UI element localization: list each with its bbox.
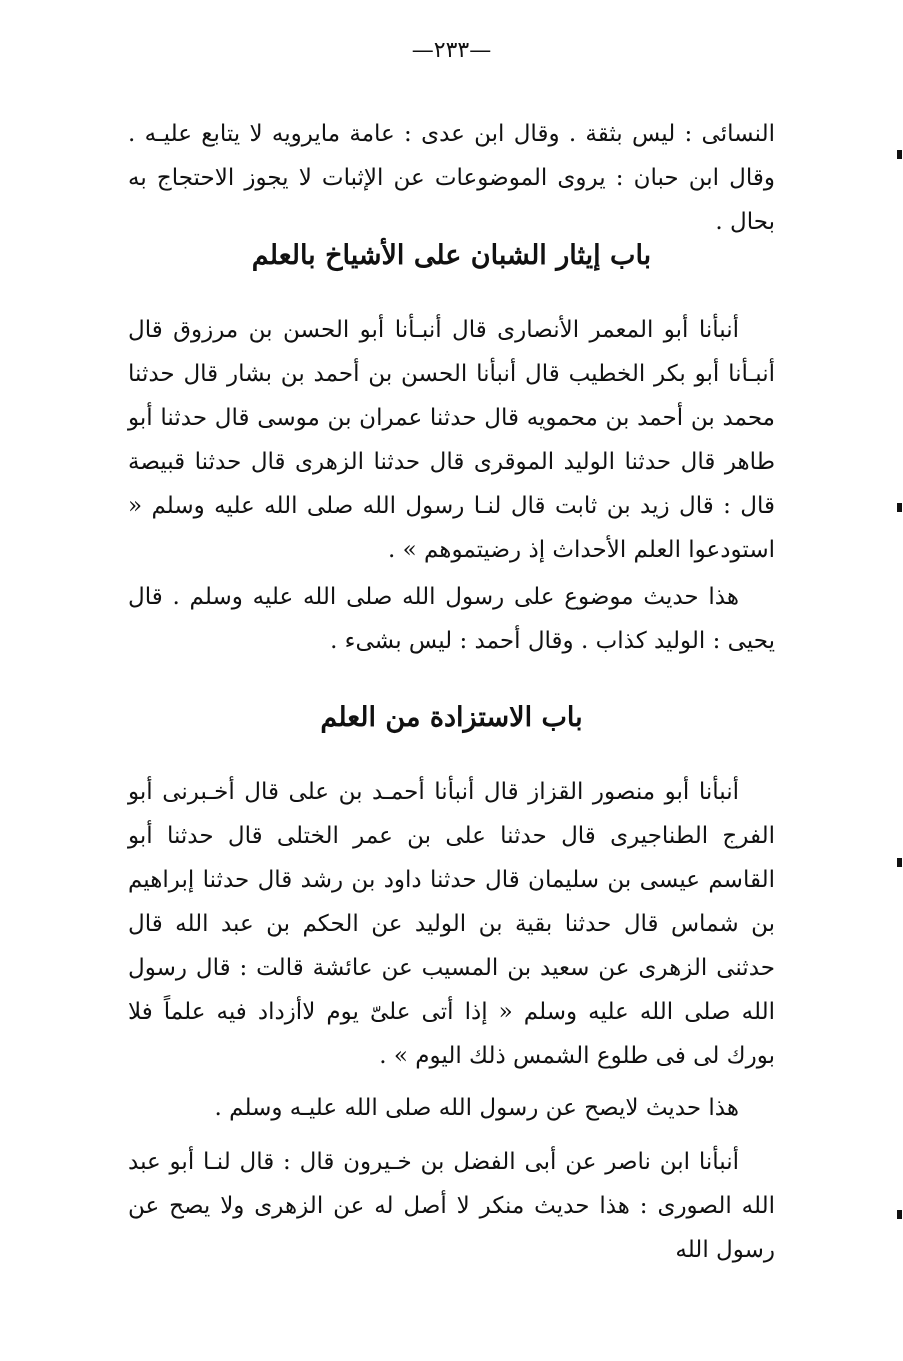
page-number: —٢٣٣— (411, 38, 492, 63)
paragraph-fabrication-verdict-two: هذا حديث لايصح عن رسول الله صلى الله عليـه وسلم . (214, 1095, 739, 1121)
margin-mark (897, 150, 902, 159)
margin-mark (897, 1210, 902, 1219)
paragraph-fabrication-verdict-one: هذا حديث موضوع على رسول الله صلى الله عليه وسلم . قال يحيى : الوليد كذاب . وقال أحمد : ليس بشىء . (128, 584, 775, 654)
paragraph-nasai-opinion: النسائى : ليس بثقة . وقال ابن عدى : عامة مايرويه لا يتابع عليـه . وقال ابن حبان : يروى الموضوعات عن الإثبات لا يجوز الاحتجاج به بحال . (128, 121, 775, 235)
margin-mark (897, 858, 902, 867)
section-heading-youth-over-elders: باب إيثار الشبان على الأشياخ بالعلم (251, 240, 652, 271)
margin-mark (897, 503, 902, 512)
paragraph-hadith-chain-three: أنبأنا ابن ناصر عن أبى الفضل بن خـيرون قال : قال لنـا أبو عبد الله الصورى : هذا حديث منكر لا أصل له عن الزهرى ولا يصح عن رسول الله (128, 1149, 775, 1263)
paragraph-hadith-chain-one: أنبأنا أبو المعمر الأنصارى قال أنبـأنا أبو الحسن بن مرزوق قال أنبـأنا أبو بكر الخطيب قال أنبأنا الحسن بن أحمد بن بشار قال حدثنا محمد بن أحمد بن محمويه قال حدثنا عمران بن موسى قال حدثنا أبو طاهر قال حدثنا الوليد الموقرى قال حدثنا الزهرى قال حدثنا قبيصة قال : قال زيد بن ثابت قال لنـا رسول الله صلى الله عليه وسلم « استودعوا العلم الأحداث إذ رضيتموهم » . (128, 317, 775, 563)
section-heading-increase-in-knowledge: باب الاستزادة من العلم (320, 702, 583, 733)
paragraph-hadith-chain-two: أنبأنا أبو منصور القزاز قال أنبأنا أحمـد بن على قال أخـبرنى أبو الفرج الطناجيرى قال حدثنا على بن عمر الختلى قال حدثنا أبو القاسم عيسى بن سليمان قال حدثنا داود بن رشد قال حدثنا إبراهيم بن شماس قال حدثنا بقية بن الوليد عن الحكم بن عبد الله قال حدثنى الزهرى عن سعيد بن المسيب عن عائشة قالت : قال رسول الله صلى الله عليه وسلم « إذا أتى علىّ يوم لاأزداد فيه علماً فلا بورك لى فى طلوع الشمس ذلك اليوم » . (128, 779, 775, 1069)
